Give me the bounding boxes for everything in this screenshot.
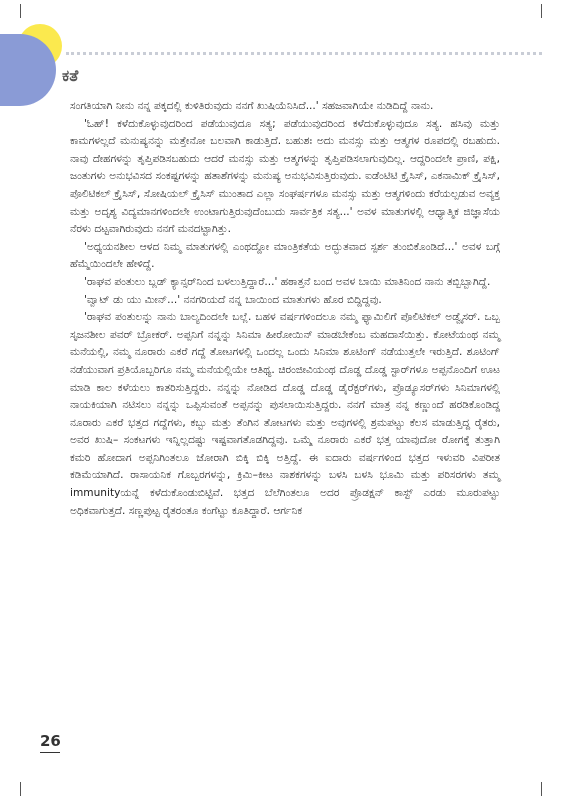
section-label: ಕತೆ	[62, 66, 79, 85]
crop-mark-top-left	[6, 4, 21, 18]
paragraph: 'ರಾಘವ ಪಂತುಲು ಬ್ಲಡ್ ಕ್ಯಾನ್ಸರ್‌ನಿಂದ ಬಳಲುತ್ತಿದ್ದಾರೆ...' ಹಠಾತ್ತನೆ ಬಂದ ಅವಳ ಬಾಯಿ ಮಾತಿನಿಂದ ನಾನು ತಬ್ಬಿಬ್ಬಾಗಿದ್ದೆ.	[84, 275, 491, 288]
page-number-underline	[40, 752, 60, 753]
paragraph: 'ಅಧ್ಯಯನಶೀಲ ಆಳದ ನಿಮ್ಮ ಮಾತುಗಳಲ್ಲಿ ಎಂಥದ್ದೋ ಮಾಂತ್ರಿಕತೆಯ ಅದ್ಭುತವಾದ ಸ್ಪರ್ಶ ತುಂಬಿಕೊಂಡಿದೆ...' ಅವಳ ಬಗ್ಗೆ ಹೆಮ್ಮೆಯಿಂದಲೇ ಹೇಳಿದ್ದೆ.	[70, 240, 500, 271]
paragraph: ಸಂಗತಿಯಾಗಿ ನೀನು ನನ್ನ ಪಕ್ಕದಲ್ಲಿ ಕುಳಿತಿರುವುದು ನನಗೆ ಖುಷಿಯೆನಿಸಿದೆ...' ಸಹಜವಾಗಿಯೇ ನುಡಿದಿದ್ದೆ ನಾನು.	[70, 100, 434, 112]
paragraph: 'ರಾಘವ ಪಂತುಲನ್ನು ನಾನು ಬಾಲ್ಯದಿಂದಲೇ ಬಲ್ಲೆ. ಬಹಳ ವರ್ಷಗಳಿಂದಲೂ ನಮ್ಮ ಫ್ಯಾಮಿಲಿಗೆ ಪೊಲಿಟಿಕಲ್ ಅಡ್ವೈಸರ್. ಒಬ್ಬ ಸೃಜನಶೀಲ ಪವರ್ ಬ್ರೋಕರ್. ಅಪ್ಪನಿಗೆ ನನ್ನನ್ನು ಸಿನಿಮಾ ಹೀರೋಯಿನ್ ಮಾಡಬೇಕೆಂಬ ಮಹದಾಸೆಯಿತ್ತು. ಕೋಟೆಯಂಥ ನಮ್ಮ ಮನೆಯಲ್ಲಿ, ನಮ್ಮ ನೂರಾರು ಎಕರೆ ಗದ್ದೆ ತೋಟಗಳಲ್ಲಿ ಒಂದಲ್ಲ ಒಂದು ಸಿನಿಮಾ ಶೂಟಿಂಗ್ ನಡೆಯುತ್ತಲೇ ಇರುತ್ತಿದೆ. ಶೂಟಿಂಗ್ ನಡೆಯುವಾಗ ಪ್ರತಿಯೊಬ್ಬರಿಗೂ ನಮ್ಮ ಮನೆಯಲ್ಲಿಯೇ ಆತಿಥ್ಯ. ಚಿರಂಜೀವಿಯಂಥ ದೊಡ್ಡ ದೊಡ್ಡ ಸ್ಟಾರ್‌ಗಳೂ ಅಪ್ಪನೊಂದಿಗೆ ಊಟ ಮಾಡಿ ಕಾಲ ಕಳೆಯಲು ಕಾತರಿಸುತ್ತಿದ್ದರು. ನನ್ನನ್ನು ನೋಡಿದ ದೊಡ್ಡ ದೊಡ್ಡ ಡೈರೆಕ್ಟರ್‌ಗಳು, ಪ್ರೊಡ್ಯೂಸರ್‌ಗಳು ಸಿನಿಮಾಗಳಲ್ಲಿ ನಾಯಕಿಯಾಗಿ ನಟಿಸಲು ನನ್ನನ್ನು ಒಪ್ಪಿಸುವಂತೆ ಅಪ್ಪನನ್ನು ಪುಸಲಾಯಿಸುತ್ತಿದ್ದರು. ನನಗೆ ಮಾತ್ರ ನನ್ನ ಕಣ್ಣುಂದೆ ಹರಡಿಕೊಂಡಿದ್ದ ನೂರಾರು ಎಕರೆ ಭತ್ತದ ಗದ್ದೆಗಳು, ಕಬ್ಬು ಮತ್ತು ತೆಂಗಿನ ತೋಟಗಳು ಮತ್ತು ಅವುಗಳಲ್ಲಿ ಶ್ರಮಪಟ್ಟು ಕೆಲಸ ಮಾಡುತ್ತಿದ್ದ ರೈತರು, ಅವರ ಖುಷಿ– ಸಂಕಟಗಳು ಇನ್ನಿಲ್ಲದಷ್ಟು ಇಷ್ಟವಾಗತೊಡಗಿದ್ದವು. ಒಮ್ಮೆ ನೂರಾರು ಎಕರೆ ಭತ್ತ ಯಾವುದೋ ರೋಗಕ್ಕೆ ತುತ್ತಾಗಿ ಕಮರಿ ಹೋದಾಗ ಅಪ್ಪನಿಗಿಂತಲೂ ಜೋರಾಗಿ ಬಿಕ್ಕಿ ಬಿಕ್ಕಿ ಅತ್ತಿದ್ದೆ. ಈ ಐದಾರು ವರ್ಷಗಳಿಂದ ಭತ್ತದ ಇಳುವರಿ ವಿಪರೀತ ಕಡಿಮೆಯಾಗಿದೆ. ರಾಸಾಯನಿಕ ಗೊಬ್ಬರಗಳನ್ನು, ಕ್ರಿಮಿ–ಕೀಟ ನಾಶಕಗಳನ್ನು ಬಳಸಿ ಬಳಸಿ ಭೂಮಿ ಮತ್ತು ಪರಿಸರಗಳು ತಮ್ಮ immunityಯನ್ನೆ ಕಳೆದುಕೊಂಡುಬಿಟ್ಟಿವೆ. ಭತ್ತದ ಬೆಲೆಗಿಂತಲೂ ಅದರ ಪ್ರೊಡಕ್ಷನ್ ಕಾಸ್ಟ್ ಎರಡು ಮೂರುಪಟ್ಟು ಅಧಿಕವಾಗುತ್ತದೆ. ಸಣ್ಣಪುಟ್ಟ ರೈತರಂತೂ ಕಂಗೆಟ್ಟು ಕೂತಿದ್ದಾರೆ. ಆರ್ಗನಿಕ	[70, 311, 500, 517]
crop-mark-bottom-right	[541, 782, 556, 796]
crop-mark-top-right	[541, 4, 556, 18]
paragraph: 'ವ್ವಾಟ್ ಡು ಯು ಮೀನ್...' ನನಗರಿಯದೆ ನನ್ನ ಬಾಯಿಂದ ಮಾತುಗಳು ಹೊರ ಬಿದ್ದಿದ್ದವು.	[84, 293, 382, 306]
page-number: 26	[40, 732, 61, 750]
paragraph: 'ಓಹ್! ಕಳೆದುಕೊಳ್ಳುವುದರಿಂದ ಪಡೆಯುವುದೂ ಸತ್ಯ; ಪಡೆಯುವುದರಿಂದ ಕಳೆದುಕೊಳ್ಳುವುದೂ ಸತ್ಯ. ಹಸಿವು ಮತ್ತು ಕಾಮಗಳಲ್ಲದೆ ಮನುಷ್ಯನನ್ನು ಮತ್ತೇನೋ ಬಲವಾಗಿ ಕಾಡುತ್ತಿದೆ. ಬಹುಶಃ ಅದು ಮನಸ್ಸು ಮತ್ತು ಆತ್ಮಗಳ ರೂಪದಲ್ಲಿ ರಬಹುದು. ನಾವು ದೇಹಗಳನ್ನು ತೃಪ್ತಿಪಡಿಸಬಹುದು ಆದರೆ ಮನಸ್ಸು ಮತ್ತು ಆತ್ಮಗಳನ್ನು ತೃಪ್ತಿಪಡಿಸಲಾಗುವುದಿಲ್ಲ. ಆದ್ದರಿಂದಲೇ ಪ್ರಾಣಿ, ಪಕ್ಷಿ, ಜಂತುಗಳು ಅನುಭವಿಸದ ಸಂಕಷ್ಟಗಳನ್ನು ಹತಾಶೆಗಳನ್ನು ಮನುಷ್ಯ ಅನುಭವಿಸುತ್ತಿರುವುದು. ಐಡೆಂಟಿಟಿ ಕ್ರೈಸಿಸ್, ಎಕನಾಮಿಕ್ ಕ್ರೈಸಿಸ್, ಪೊಲಿಟಿಕಲ್ ಕ್ರೈಸಿಸ್, ಸೋಷಿಯಲ್ ಕ್ರೈಸಿಸ್ ಮುಂತಾದ ಎಲ್ಲಾ ಸಂಘರ್ಷಗಳೂ ಮನಸ್ಸು ಮತ್ತು ಆತ್ಮಗಳಿಂದು ಕರೆಯಲ್ಪಡುವ ಅವ್ಯಕ್ತ ಮತ್ತು ಅದೃಶ್ಯ ವಿದ್ಯಮಾನಗಳಿಂದಲೇ ಉಂಟಾಗುತ್ತಿರುವುದೆಂಬುದು ಸಾರ್ವತ್ರಿಕ ಸತ್ಯ...' ಅವಳ ಮಾತುಗಳಲ್ಲಿ ಆಧ್ಯಾತ್ಮಿಕ ಜಿಜ್ಞಾಸೆಯ ನೆರಳು ದಟ್ಟವಾಗಿರುವುದು ನನಗೆ ಮನದಟ್ಟಾಗಿತ್ತು.	[70, 117, 500, 236]
crop-mark-bottom-left	[6, 782, 21, 796]
story-body	[70, 98, 500, 520]
dotted-header-rule	[66, 52, 542, 55]
